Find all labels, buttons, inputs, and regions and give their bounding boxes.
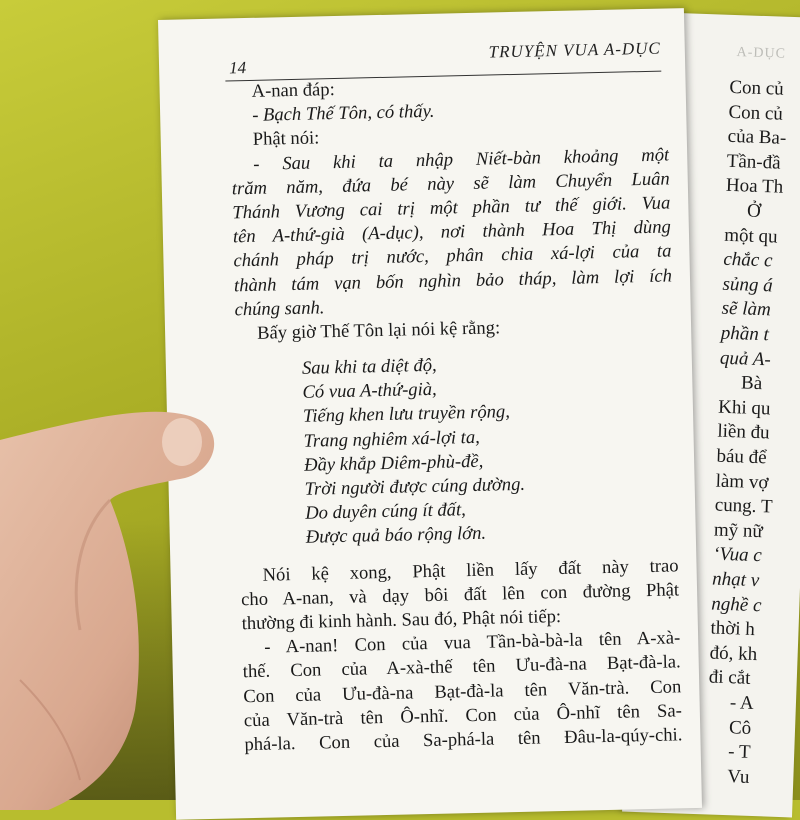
right-page-line: chắc c (723, 248, 773, 272)
right-page-line: Ở (746, 200, 762, 222)
right-page-line: phần t (720, 322, 770, 346)
right-page-line: của Ba- (727, 125, 787, 150)
text-line: Bấy giờ Thế Tôn lại nói kệ rằng: (256, 317, 501, 344)
text-line: Trời người được cúng dường. (304, 473, 526, 500)
text-line: chánh pháp trị nước, phân chia xá-lợi của ta (233, 240, 672, 272)
right-page-line: nghề c (711, 593, 762, 616)
right-page-line: cung. T (714, 494, 773, 518)
text-line: Có vua A-thứ-già, (302, 379, 437, 404)
right-page-line: Hoa Th (725, 175, 784, 199)
right-page-line: đi cắt (708, 666, 751, 690)
text-line: Trang nghiêm xá-lợi ta, (303, 426, 481, 452)
text-line: thế. Con của A-xà-thế tên Ưu-đà-na Bạt-đà-la. (242, 651, 681, 683)
text-line: Sau khi ta diệt độ, (301, 354, 437, 379)
right-page-line: báu để (716, 445, 768, 469)
text-line: A-nan đáp: (251, 79, 336, 102)
right-page-line: Tần-đầ (726, 150, 781, 174)
right-page-line: Vu (727, 765, 750, 788)
text-line: - Sau khi ta nhập Niết-bàn khoảng một (253, 144, 670, 175)
right-page-line: sẽ làm (721, 298, 772, 321)
right-page-line: Con củ (729, 76, 785, 100)
right-page-line: Khi qu (717, 396, 771, 420)
hand-holding-book (0, 380, 250, 810)
text-line: trăm năm, đứa bé này sẽ làm Chuyển Luân (231, 168, 670, 200)
text-line: - A-nan! Con của vua Tần-bà-bà-la tên A-xà- (264, 627, 681, 658)
page-body (229, 70, 682, 757)
right-page-line: quả A- (719, 347, 772, 371)
text-line: của Văn-trà tên Ô-nhĩ. Con của Ô-nhĩ tên Sa- (243, 699, 683, 731)
text-line: cho A-nan, và dạy bôi đất lên con đường Phật (240, 579, 680, 611)
right-page-line: mỹ nữ (713, 519, 764, 543)
right-page-line: làm vợ (715, 470, 769, 494)
right-page-line: Bà (740, 372, 763, 395)
right-page-line: đó, kh (709, 642, 758, 665)
text-line: tên A-thứ-già (A-dục), nơi thành Hoa Thị dùng (232, 216, 672, 248)
text-line: thường đi kinh hành. Sau đó, Phật nói tiếp: (241, 605, 562, 635)
page-number: 14 (228, 58, 247, 78)
text-line: chúng sanh. (234, 296, 325, 321)
text-line: Phật nói: (252, 127, 320, 151)
text-line: Nói kệ xong, Phật liền lấy đất này trao (262, 554, 679, 586)
text-line: Đầy khắp Diêm-phù-đề, (303, 450, 484, 476)
right-page-line: nhạt v (711, 568, 760, 592)
text-line: thành tám vạn bốn nghìn bảo tháp, làm lợi ích (233, 264, 673, 296)
right-page-line: ‘Vua c (712, 543, 763, 567)
text-line: Con của Ưu-đà-na Bạt-đà-la tên Văn-trà. Con (243, 675, 682, 707)
right-page-line: - T (727, 741, 751, 764)
right-page-line: Cô (728, 716, 752, 739)
running-title: TRUYỆN VUA A-DỤC (488, 38, 661, 62)
right-page-line: thời h (710, 617, 756, 641)
text-line: - Bạch Thế Tôn, có thấy. (251, 100, 435, 127)
text-line: Được quả báo rộng lớn. (305, 523, 487, 549)
right-page-header: A-DỤC (736, 45, 787, 62)
text-line: Tiếng khen lưu truyền rộng, (302, 401, 511, 428)
right-page-line: sủng á (722, 273, 774, 297)
right-page-line: liền đu (717, 421, 770, 444)
text-line: phá-la. Con của Sa-phá-la tên Đâu-la-qúy-chi. (244, 724, 683, 756)
right-page-line: một qu (723, 224, 778, 248)
text-line: Do duyên cúng ít đất, (304, 499, 467, 524)
right-page-line: - A (729, 692, 755, 715)
right-page-line: Con củ (728, 101, 784, 125)
text-line: Thánh Vương cai trị một phần tư thế giới. Vua (232, 192, 671, 224)
